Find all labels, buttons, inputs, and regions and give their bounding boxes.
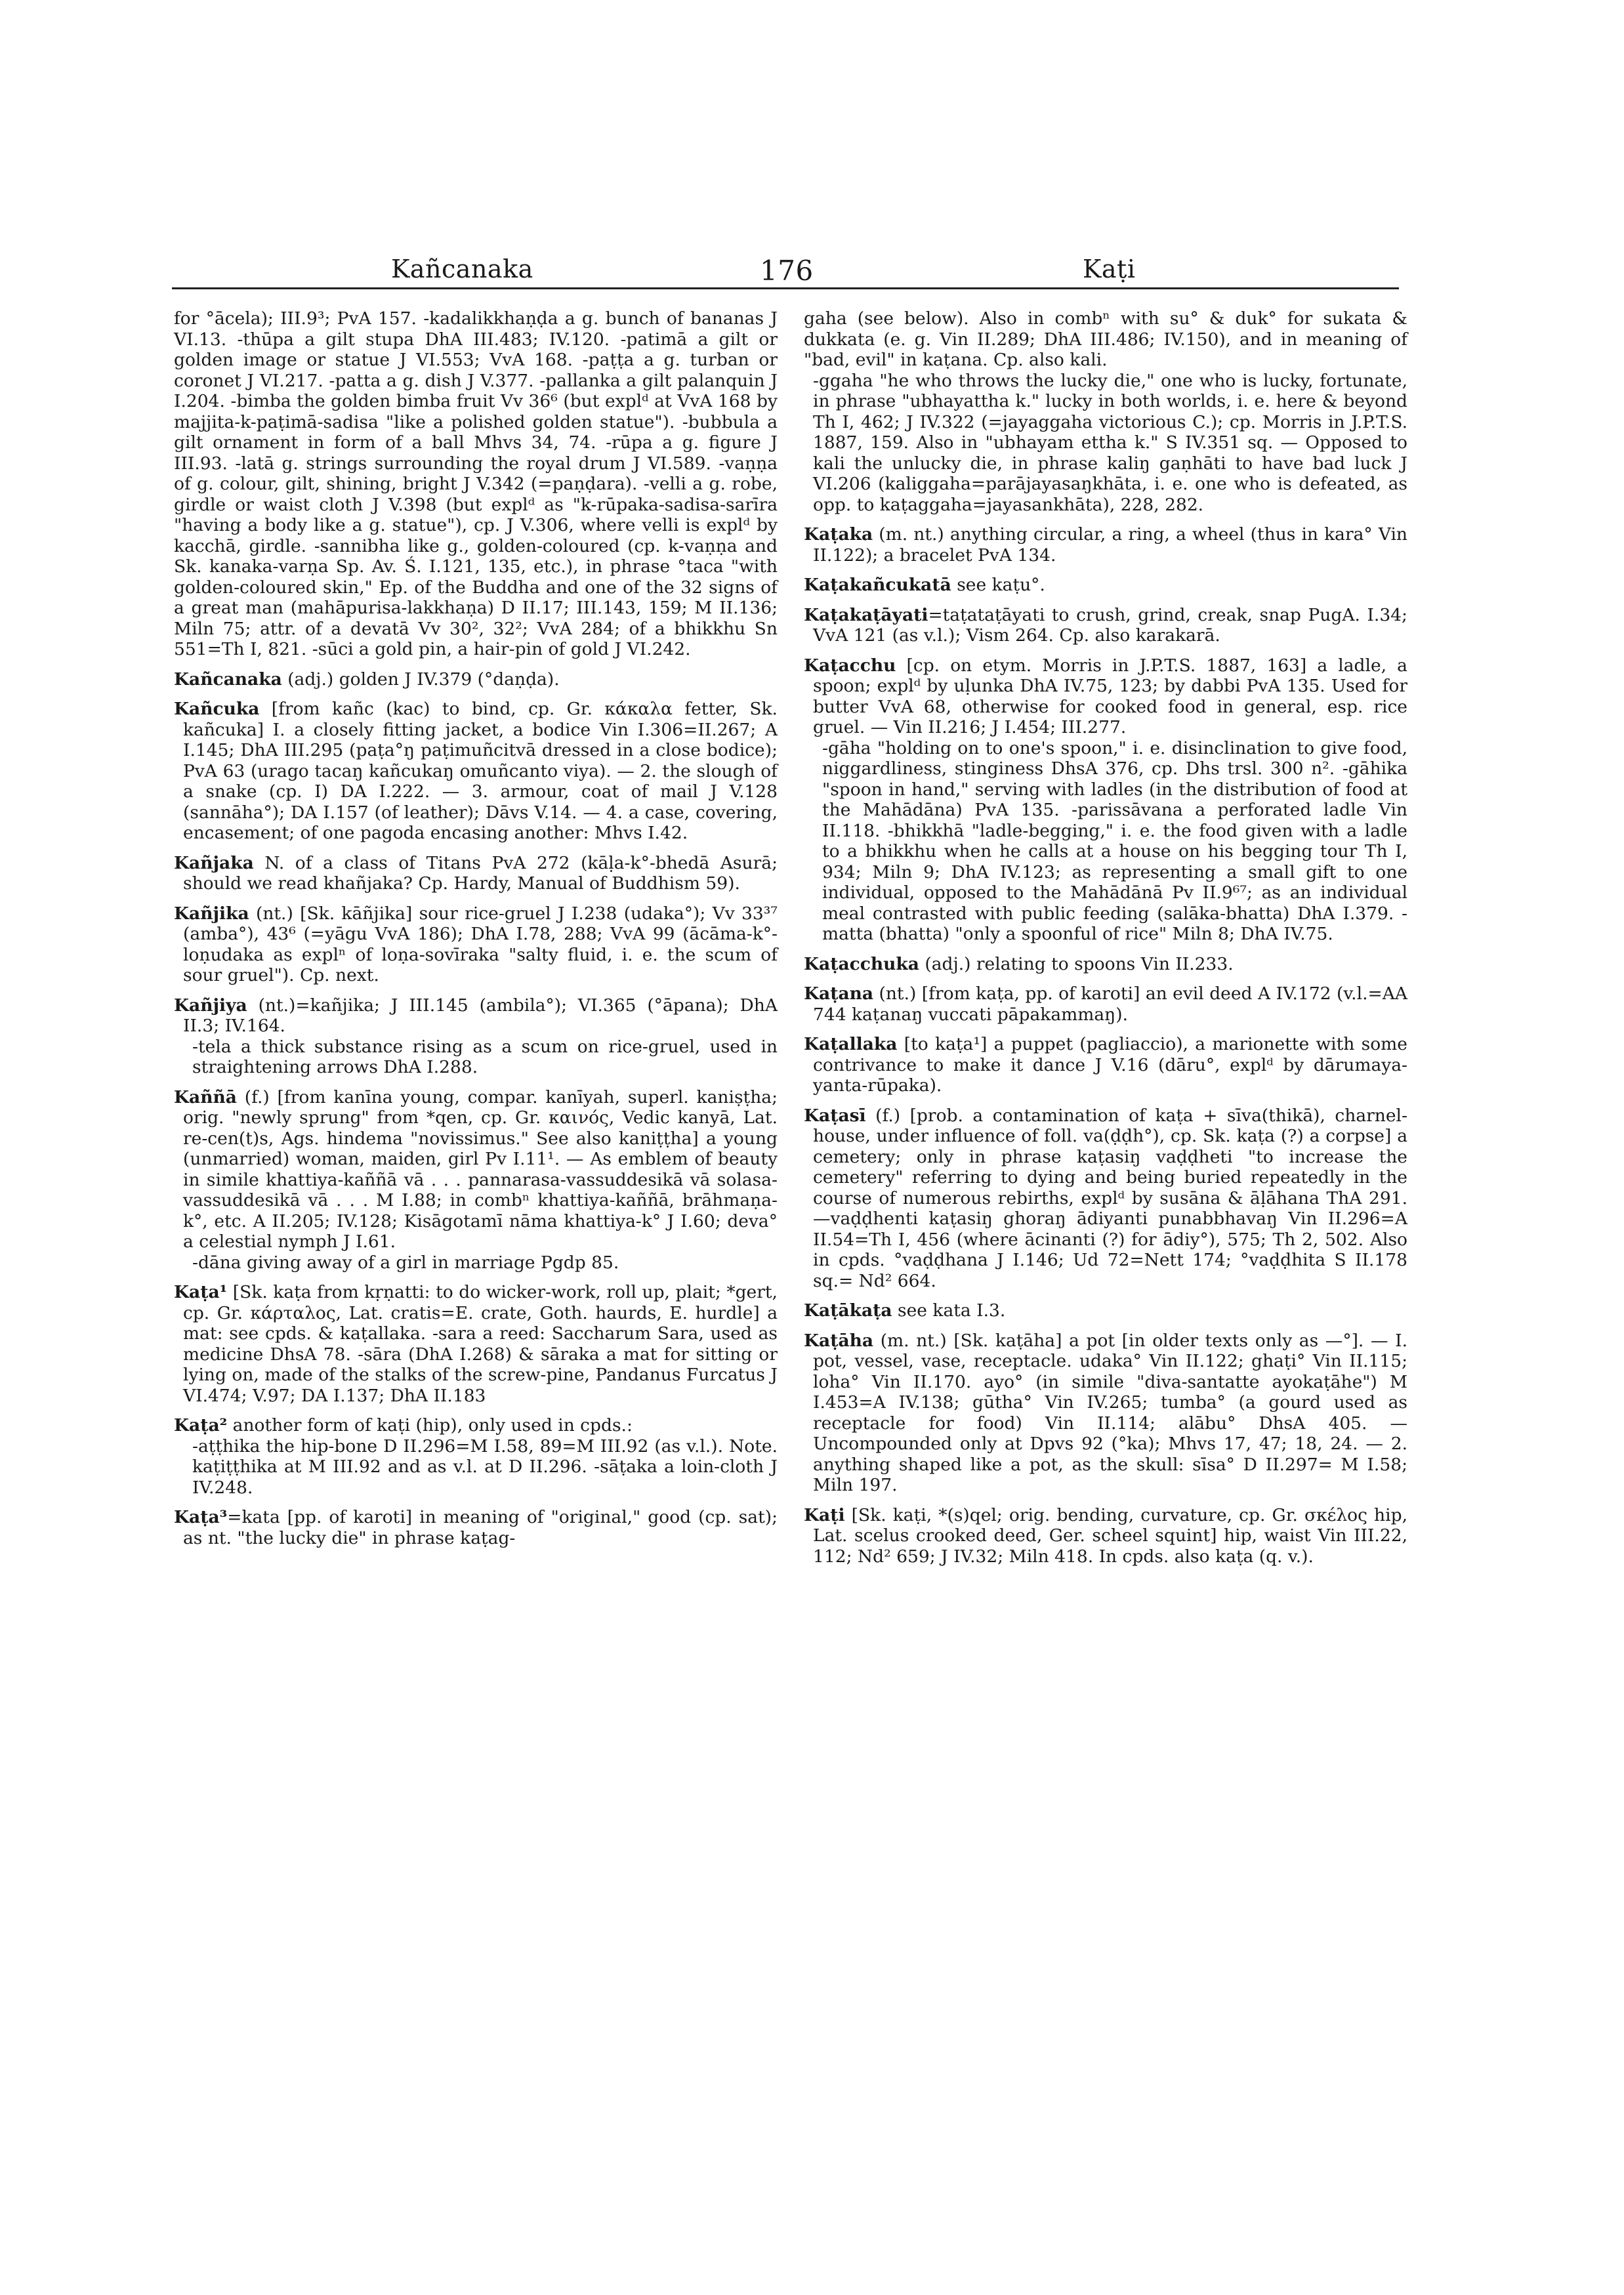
entry-text: (m. nt.) [Sk. kaṭāha] a pot [in older texts only as —°]. — I. pot, vessel, vase, receptacle. udaka° Vin II.122; ghaṭi° Vin II.115; loha° Vin II.170. ayo° (in simile "diva-santatte ayokaṭāhe") M I.453=A IV.138; gūtha° Vin IV.265; tumba° (a gourd used as receptacle for food) Vin II.114; alābu° DhsA 405. — Uncompounded only at Dpvs 92 (°ka); Mhvs 17, 47; 18, 24. — 2. anything shaped like a pot, as the skull: sīsa° D II.297= M I.58; Miln 197. [813,1330,1407,1495]
entry-headword: Kañjika [174,903,249,924]
entry-text: (m. nt.) anything circular, a ring, a wheel (thus in kara° Vin II.122); a bracelet PvA 134. [813,524,1407,566]
entry-subentry: -tela a thick substance rising as a scum on rice-gruel, used in straightening arrows DhA I.288. [192,1036,778,1077]
dictionary-entry [174,1087,778,1273]
page-number: 176 [760,255,814,287]
entry-text: see kata I.3. [898,1300,1006,1321]
entry-text: (f.) [prob. a contamination of kaṭa + sīva(thikā), charnel-house, under influence of foll. va(ḍḍh°), cp. Sk. kaṭa (?) a corpse] a cemetery; only in phrase kaṭasiŋ vaḍḍheti "to increase the cemetery" referring to dying and being buried repeatedly in the course of numerous rebirths, explᵈ by susāna & āḷāhana ThA 291. —vaḍḍhenti kaṭasiŋ ghoraŋ ādiyanti punabbhavaŋ Vin II.296=A II.54=Th I, 456 (where ācinanti (?) for ādiy°), 575; Th 2, 502. Also in cpds. °vaḍḍhana J I.146; Ud 72=Nett 174; °vaḍḍhita S II.178 sq.= Nd² 664. [813,1105,1407,1291]
dictionary-entry [174,669,778,690]
right-column [804,308,1407,1576]
entry-text: see kaṭu°. [957,575,1045,595]
entry-text: [cp. on etym. Morris in J.P.T.S. 1887, 163] a ladle, a spoon; explᵈ by uḷunka DhA IV.75, 123; by dabbi PvA 135. Used for butter VvA 68, otherwise for cooked food in general, esp. rice gruel. — Vin II.216; J I.454; III.277. [813,655,1407,737]
dictionary-entry [174,903,778,986]
entry-text: N. of a class of Titans PvA 272 (kāḷa-k°-bhedā Asurā; should we read khañjaka? Cp. Hardy, Manual of Buddhism 59). [183,852,778,894]
entry-subentry: -ggaha "he who throws the lucky die," one who is lucky, fortunate, in phrase "ubhayattha k." lucky in both worlds, i. e. here & beyond Th I, 462; J IV.322 (=jayaggaha victorious C.); cp. Morris in J.P.T.S. 1887, 159. Also in "ubhayam ettha k." S IV.351 sq. — Opposed to kali the unlucky die, in phrase kaliŋ gaṇhāti to have bad luck J VI.206 (kaliggaha=parājayasaŋkhāta, i. e. one who is defeated, as opp. to kaṭaggaha=jayasankhāta), 228, 282. [813,370,1407,515]
entry-text: (adj.) golden J IV.379 (°daṇḍa). [287,669,560,690]
entry-headword: Kañjiya [174,995,247,1016]
entry-headword: Kaṭacchu [804,655,896,676]
dictionary-entry [804,1106,1407,1292]
entry-headword: Kaññā [174,1086,237,1107]
entry-headword: Kaṭana [804,983,874,1004]
dictionary-entry [804,954,1407,975]
dictionary-entry [174,1415,778,1498]
dictionary-entry [804,605,1407,646]
dictionary-entry [804,655,1407,945]
entry-headword: Kaṭāha [804,1330,874,1351]
dictionary-entry [804,524,1407,566]
dictionary-entry [174,1282,778,1406]
dictionary-entry [804,575,1407,596]
entry-text: (adj.) relating to spoons Vin II.233. [925,953,1234,974]
entry-headword: Kaṭi [804,1504,845,1525]
entry-text: (nt.) [from kaṭa, pp. of karoti] an evil deed A IV.172 (v.l.=AA 744 kaṭanaŋ vuccati pāpakammaŋ). [813,983,1407,1025]
entry-text: [Sk. kaṭi, *(s)qel; orig. bending, curvature, cp. Gr. σκέλος hip, Lat. scelus crooked deed, Ger. scheel squint] hip, waist Vin III.22, 112; Nd² 659; J IV.32; Miln 418. In cpds. also kaṭa (q. v.). [813,1504,1407,1567]
dictionary-entry [804,1034,1407,1096]
entry-subentry: -dāna giving away of a girl in marriage Pgdp 85. [192,1252,619,1273]
entry-subentry: -gāha "holding on to one's spoon," i. e. disinclination to give food, niggardliness, stinginess DhsA 376, cp. Dhs trsl. 300 n². -gāhika "spoon in hand," serving with ladles (in the distribution of food at the Mahādāna) PvA 135. -parissāvana a perforated ladle Vin II.118. -bhikkhā "ladle-begging," i. e. the food given with a ladle to a bhikkhu when he calls at a house on his begging tour Th I, 934; Miln 9; DhA IV.123; as representing a small gift to one individual, opposed to the Mahādānā Pv II.9⁶⁷; as an individual meal contrasted with public feeding (salāka-bhatta) DhA I.379. -matta (bhatta) "only a spoonful of rice" Miln 8; DhA IV.75. [822,737,1407,944]
entry-headword: Kaṭallaka [804,1034,898,1054]
entry-text: gaha (see below). Also in combⁿ with su° & duk° for sukata & dukkata (e. g. Vin II.289; DhA III.486; IV.150), and in meaning of "bad, evil" in kaṭana. Cp. also kali. [804,308,1407,370]
entry-headword: Kaṭa² [174,1415,228,1436]
dictionary-entry [804,1300,1407,1321]
dictionary-entry [804,1505,1407,1567]
entry-headword: Kaṭasī [804,1105,866,1126]
entry-text: =taṭataṭāyati to crush, grind, creak, snap PugA. I.34; VvA 121 (as v.l.); Vism 264. Cp. also karakarā. [813,604,1407,646]
entry-text: (nt.)=kañjika; J III.145 (ambila°); VI.365 (°āpana); DhA II.3; IV.164. [183,995,778,1036]
entry-text: (f.) [from kanīna young, compar. kanīyah, superl. kaniṣṭha; orig. "newly sprung" from *qen, cp. Gr. καινός, Vedic kanyā, Lat. re-cen(t)s, Ags. hindema "novissimus." See also kaniṭṭha] a young (unmarried) woman, maiden, girl Pv I.11¹. — As emblem of beauty in simile khattiya-kaññā vā . . . pannarasa-vassuddesikā vā solasa-vassuddesikā vā . . . M I.88; in combⁿ khattiya-kaññā, brāhmaṇa-k°, etc. A II.205; IV.128; Kisāgotamī nāma khattiya-k° J I.60; deva° a celestial nymph J I.61. [183,1086,778,1252]
entry-headword: Kañjaka [174,852,254,873]
dictionary-entry [174,853,778,894]
dictionary-entry [804,1331,1407,1496]
dictionary-entry [174,308,778,660]
entry-text: [to kaṭa¹] a puppet (pagliaccio), a marionette with some contrivance to make it dance J V.16 (dāru°, explᵈ by dārumaya-yanta-rūpaka). [813,1034,1407,1096]
entry-text: =kata [pp. of karoti] in meaning of "original," good (cp. sat); as nt. "the lucky die" in phrase kaṭag- [183,1507,778,1548]
left-column [174,308,778,1558]
running-head-left: Kañcanaka [391,255,533,283]
header-rule [172,287,1399,289]
entry-headword: Kaṭacchuka [804,953,919,974]
entry-headword: Kaṭaka [804,524,873,545]
dictionary-entry [804,308,1407,515]
entry-headword: Kañcuka [174,699,260,719]
entry-text: another form of kaṭi (hip), only used in cpds.: [232,1415,633,1436]
entry-headword: Kaṭakañcukatā [804,575,951,595]
dictionary-entry [174,1507,778,1548]
entry-headword: Kañcanaka [174,669,282,690]
entry-headword: Kaṭa¹ [174,1282,228,1302]
dictionary-entry [174,699,778,844]
entry-text: for °ācela); III.9³; PvA 157. -kadalikkhaṇḍa a g. bunch of bananas J VI.13. -thūpa a gilt stupa DhA III.483; IV.120. -patimā a gilt or golden image or statue J VI.553; VvA 168. -paṭṭa a g. turban or coronet J VI.217. -patta a g. dish J V.377. -pallanka a gilt palanquin J I.204. -bimba the golden bimba fruit Vv 36⁶ (but explᵈ at VvA 168 by majjita-k-paṭimā-sadisa "like a polished golden statue"). -bubbula a gilt ornament in form of a ball Mhvs 34, 74. -rūpa a g. figure J III.93. -latā g. strings surrounding the royal drum J VI.589. -vaṇṇa of g. colour, gilt, shining, bright J V.342 (=paṇḍara). -velli a g. robe, girdle or waist cloth J V.398 (but explᵈ as "k-rūpaka-sadisa-sarīra "having a body like a g. statue"), cp. J V.306, where velli is explᵈ by kacchā, girdle. -sannibha like g., golden-coloured (cp. k-vaṇṇa and Sk. kanaka-varṇa Sp. Av. Ś. I.121, 135, etc.), in phrase °taca "with golden-coloured skin," Ep. of the Buddha and one of the 32 signs of a great man (mahāpurisa-lakkhaṇa) D II.17; III.143, 159; M II.136; Miln 75; attr. of a devatā Vv 30², 32²; VvA 284; of a bhikkhu Sn 551=Th I, 821. -sūci a gold pin, a hair-pin of gold J VI.242. [174,308,778,659]
entry-headword: Kaṭakaṭāyati [804,604,928,625]
entry-text: [Sk. kaṭa from kṛṇatti: to do wicker-work, roll up, plait; *gert, cp. Gr. κάρταλος, Lat. cratis=E. crate, Goth. haurds, E. hurdle] a mat: see cpds. & kaṭallaka. -sara a reed: Saccharum Sara, used as medicine DhsA 78. -sāra (DhA I.268) & sāraka a mat for sitting or lying on, made of the stalks of the screw-pine, Pandanus Furcatus J VI.474; V.97; DA I.137; DhA II.183 [183,1282,778,1406]
entry-headword: Kaṭa³ [174,1507,228,1527]
dictionary-entry [804,983,1407,1025]
entry-text: (nt.) [Sk. kāñjika] sour rice-gruel J I.238 (udaka°); Vv 33³⁷ (amba°), 43⁶ (=yāgu VvA 186); DhA I.78, 288; VvA 99 (ācāma-k°-loṇudaka as explⁿ of loṇa-sovīraka "salty fluid, i. e. the scum of sour gruel"). Cp. next. [183,903,778,985]
entry-text: [from kañc (kac) to bind, cp. Gr. κάκαλα fetter, Sk. kañcuka] I. a closely fitting jacket, a bodice Vin I.306=II.267; A I.145; DhA III.295 (paṭa°ŋ paṭimuñcitvā dressed in a close bodice); PvA 63 (urago tacaŋ kañcukaŋ omuñcanto viya). — 2. the slough of a snake (cp. I) DA I.222. — 3. armour, coat of mail J V.128 (sannāha°); DA I.157 (of leather); Dāvs V.14. — 4. a case, covering, encasement; of one pagoda encasing another: Mhvs I.42. [183,699,778,843]
entry-headword: Kaṭākaṭa [804,1300,892,1321]
running-head-right: Kaṭi [1083,255,1136,283]
entry-subentry: -aṭṭhika the hip-bone D II.296=M I.58, 89=M III.92 (as v.l.). Note. kaṭiṭṭhika at M III.92 and as v.l. at D II.296. -sāṭaka a loin-cloth J IV.248. [192,1436,778,1498]
dictionary-entry [174,995,778,1078]
